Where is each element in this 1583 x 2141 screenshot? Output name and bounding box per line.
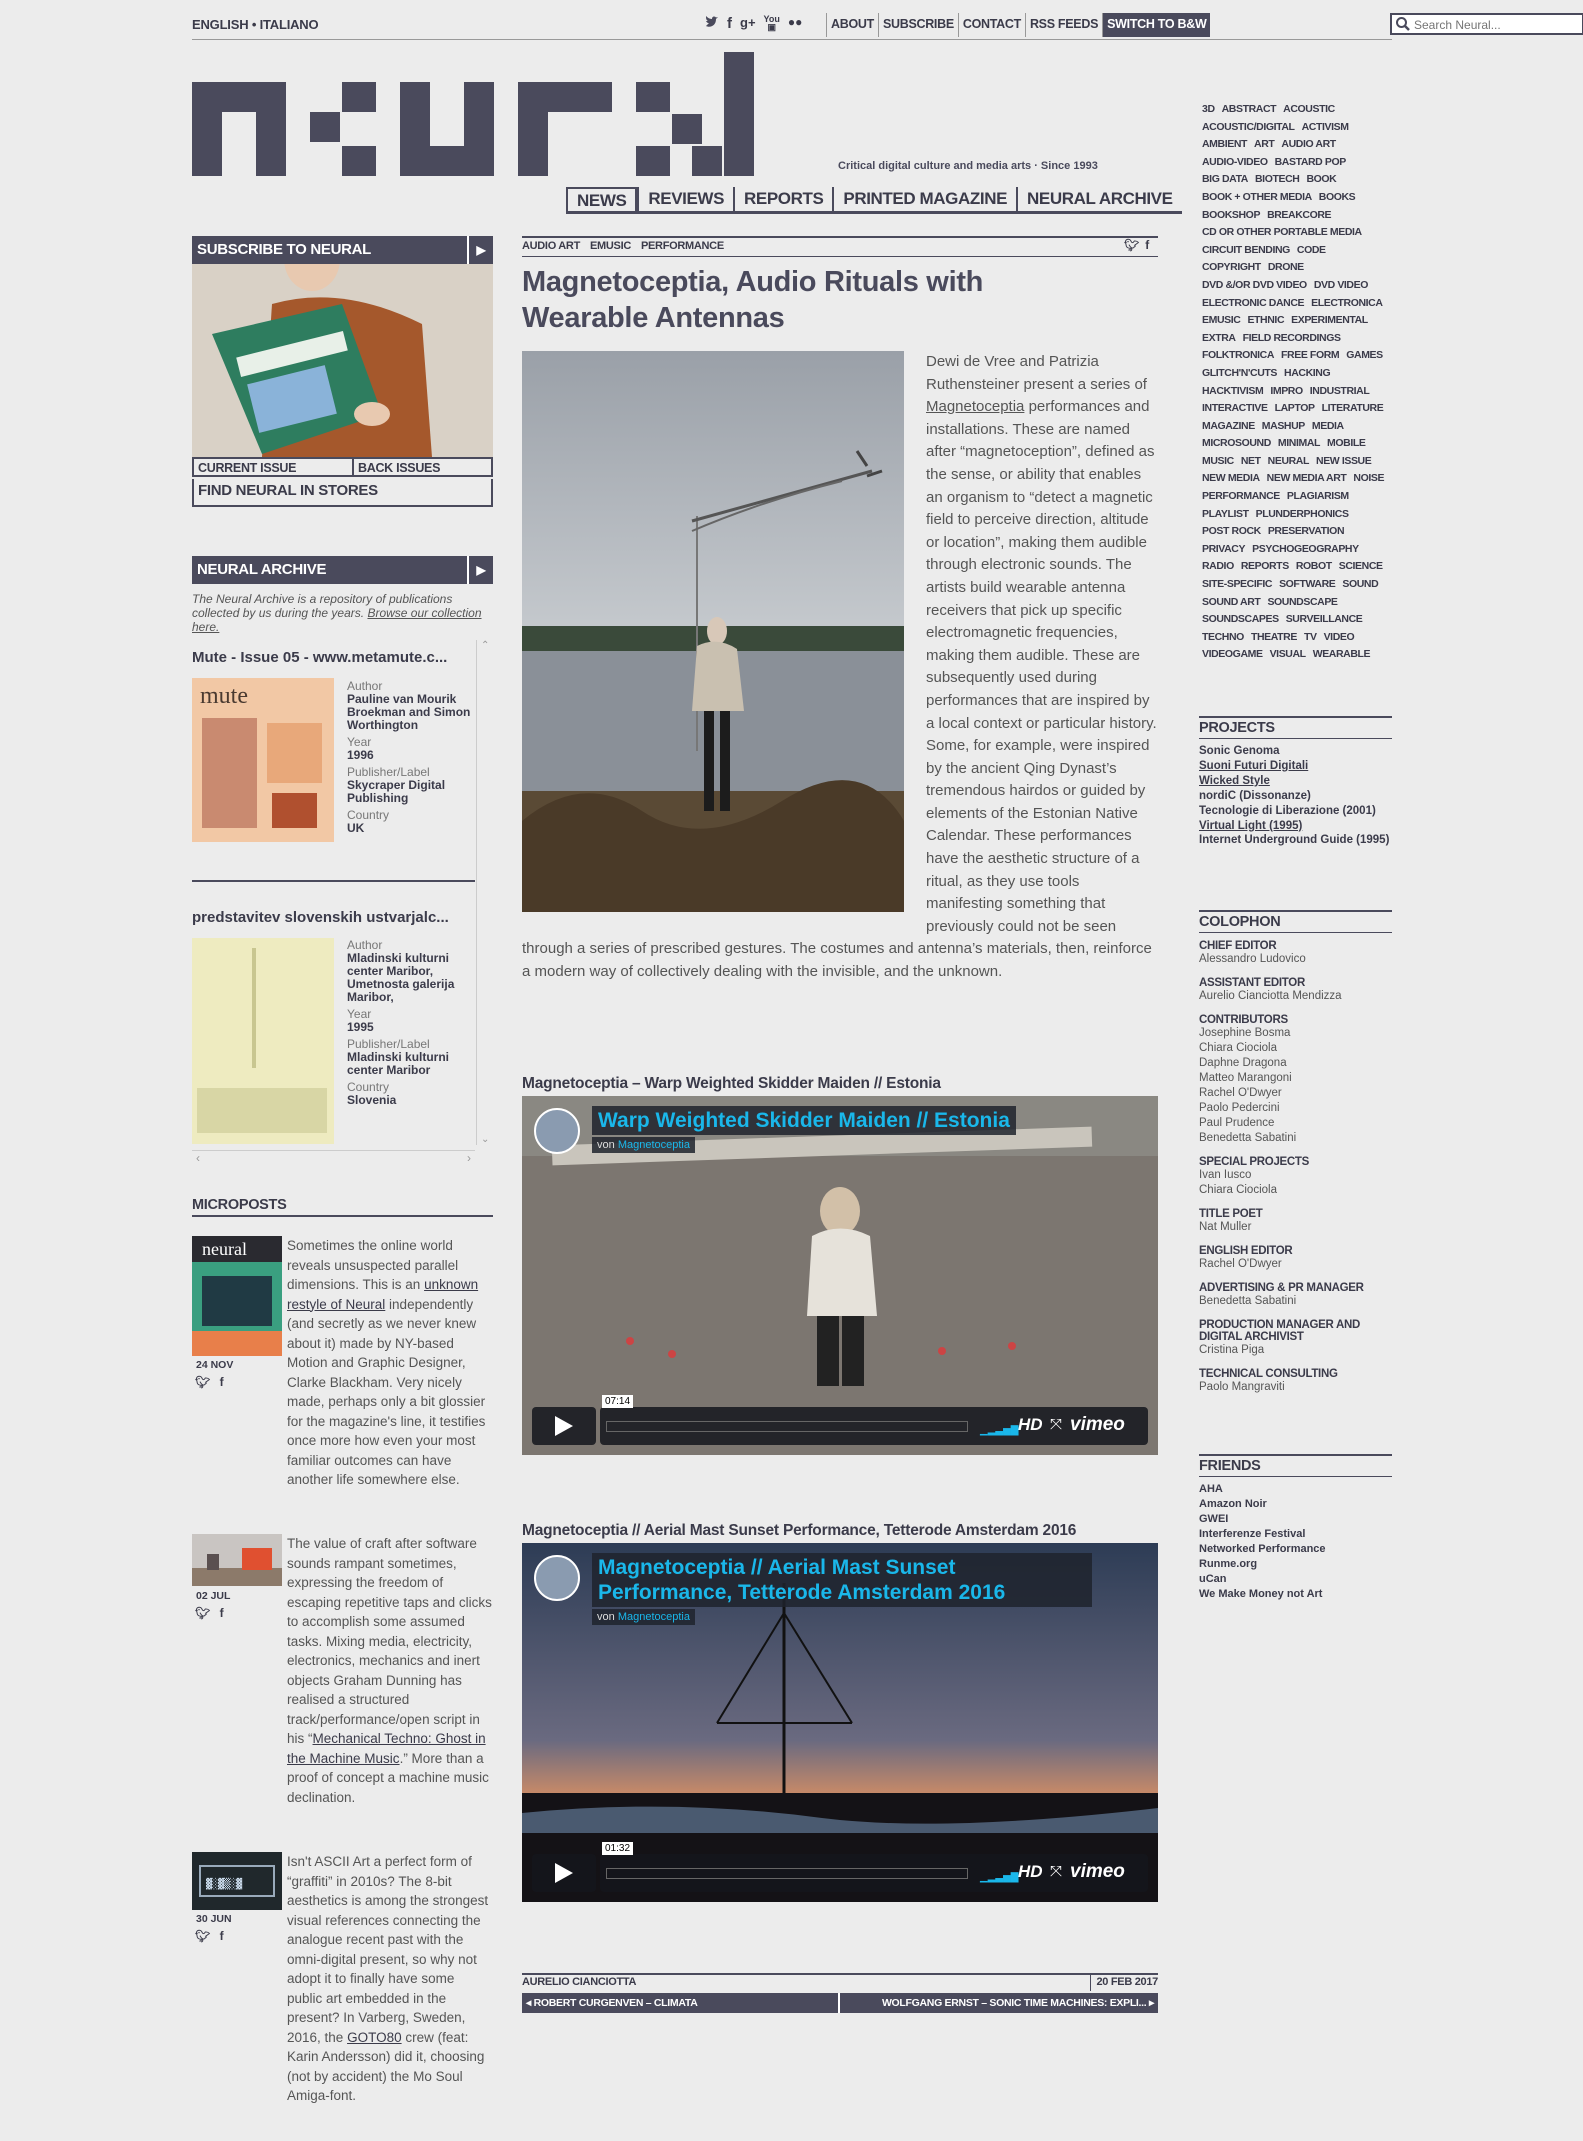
tag-link[interactable]: NEW MEDIA	[1202, 472, 1260, 485]
nav-neural-archive[interactable]: NEURAL ARCHIVE	[1016, 187, 1182, 211]
article-author[interactable]: AURELIO CIANCIOTTA	[522, 1976, 637, 1988]
menu-rss-feeds[interactable]: RSS FEEDS	[1025, 13, 1102, 37]
project-link[interactable]: Internet Underground Guide (1995)	[1199, 834, 1390, 846]
twitter-icon[interactable]	[705, 15, 719, 29]
archive-item-title[interactable]: Mute - Issue 05 - www.metamute.c...	[192, 649, 448, 666]
video-time: 07:14	[602, 1395, 633, 1408]
hd-toggle[interactable]: HD	[1018, 1415, 1043, 1434]
tag-link[interactable]: NOISE	[1353, 472, 1385, 485]
flickr-icon[interactable]: ●●	[787, 15, 803, 29]
micropost-share	[195, 1929, 224, 1943]
project-link[interactable]: Sonic Genoma	[1199, 745, 1280, 757]
tag-link[interactable]: LAPTOP	[1274, 402, 1315, 415]
vimeo-player-2[interactable]	[522, 1543, 1158, 1902]
play-button[interactable]	[532, 1407, 596, 1445]
tag-link[interactable]: ACOUSTIC	[1283, 103, 1335, 115]
tag-link[interactable]: ABSTRACT	[1221, 103, 1277, 115]
tag-link[interactable]: PLAGIARISM	[1286, 490, 1349, 503]
tag-link[interactable]: BIOTECH	[1255, 173, 1300, 186]
tag-link[interactable]: REPORTS	[1240, 560, 1289, 573]
lang-english[interactable]: ENGLISH	[192, 17, 249, 32]
nav-reviews[interactable]: REVIEWS	[637, 187, 733, 211]
micropost-share	[195, 1375, 224, 1389]
colophon-role: CONTRIBUTORS	[1199, 1014, 1288, 1026]
facebook-icon[interactable]: f	[1145, 238, 1150, 252]
channel-link[interactable]: Magnetoceptia	[617, 1611, 690, 1623]
colophon-role: TITLE POET	[1199, 1208, 1263, 1220]
twitter-icon[interactable]: 🐦︎	[195, 1606, 211, 1620]
video-time: 01:32	[602, 1842, 633, 1855]
play-icon	[555, 1416, 573, 1436]
post-navigation	[522, 1993, 1158, 2013]
tag-link[interactable]: ACOUSTIC/DIGITAL	[1202, 120, 1295, 133]
tag-link[interactable]: MUSIC	[1202, 454, 1234, 467]
facebook-icon[interactable]: f	[219, 1929, 224, 1943]
tag-link[interactable]: BOOK	[1306, 173, 1337, 186]
colophon-name: Matteo Marangoni	[1199, 1072, 1292, 1084]
neural-logo[interactable]	[192, 52, 824, 176]
svg-text:neural: neural	[202, 1239, 247, 1259]
play-icon	[555, 1863, 573, 1883]
video-controls	[532, 1843, 1148, 1892]
arrow-right-icon[interactable]: ▶	[467, 556, 493, 584]
tag-link[interactable]: NEURAL	[1267, 454, 1310, 467]
tag-link[interactable]: SURVEILLANCE	[1285, 613, 1363, 626]
archive-list[interactable]	[192, 640, 475, 1150]
vimeo-logo[interactable]: vimeo	[1070, 1861, 1125, 1882]
micropost-thumb-neural[interactable]	[192, 1236, 282, 1356]
progress-bar[interactable]	[606, 1868, 968, 1879]
friend-link[interactable]: uCan	[1199, 1573, 1227, 1585]
tag-link[interactable]: EMUSIC	[1202, 314, 1241, 327]
article-share	[1124, 238, 1149, 252]
microposts-title: MICROPOSTS	[192, 1197, 493, 1217]
search-box	[1390, 13, 1583, 35]
twitter-icon[interactable]: 🐦︎	[195, 1929, 211, 1943]
top-menu	[826, 13, 1210, 37]
vimeo-player-1[interactable]	[522, 1096, 1158, 1455]
tag-link[interactable]: BIG DATA	[1202, 173, 1248, 186]
project-link[interactable]: Virtual Light (1995)	[1199, 820, 1303, 832]
project-link[interactable]: Tecnologie di Liberazione (2001)	[1199, 805, 1376, 817]
facebook-icon[interactable]: f	[219, 1606, 224, 1620]
colophon-title: COLOPHON	[1199, 910, 1392, 933]
tag-link[interactable]: PSYCHOGEOGRAPHY	[1252, 542, 1359, 555]
tag-link[interactable]: INDUSTRIAL	[1309, 384, 1370, 397]
tag-link[interactable]: MOBILE	[1327, 437, 1366, 450]
progress-area[interactable]	[600, 1396, 1148, 1445]
article-top-rule	[522, 236, 1158, 238]
colophon-name: Alessandro Ludovico	[1199, 953, 1306, 965]
tag-link[interactable]: IMPRO	[1270, 384, 1303, 397]
tag-link[interactable]: BREAKCORE	[1267, 208, 1332, 221]
colophon-role: ASSISTANT EDITOR	[1199, 977, 1305, 989]
browse-collection-link[interactable]: Browse our collection here.	[192, 606, 482, 634]
category-link[interactable]: AUDIO ART	[522, 240, 580, 252]
projects-title: PROJECTS	[1199, 716, 1392, 739]
tag-link[interactable]: BOOKS	[1318, 190, 1356, 203]
colophon-name: Josephine Bosma	[1199, 1027, 1291, 1039]
tag-link[interactable]: EXTRA	[1202, 331, 1236, 344]
tag-link[interactable]: PLAYLIST	[1202, 507, 1249, 520]
tagline: Critical digital culture and media arts · Since 1993	[838, 160, 1098, 172]
tag-link[interactable]: CD OR OTHER PORTABLE MEDIA	[1202, 226, 1362, 239]
channel-avatar[interactable]	[534, 1555, 580, 1601]
colophon-role: PRODUCTION MANAGER AND DIGITAL ARCHIVIST	[1199, 1319, 1360, 1343]
vimeo-logo[interactable]: vimeo	[1070, 1414, 1125, 1435]
article-title: Magnetoceptia, Audio Rituals with Wearable Antennas	[522, 266, 984, 334]
subscribe-title: SUBSCRIBE TO NEURAL	[197, 241, 372, 258]
colophon-role: CHIEF EDITOR	[1199, 940, 1277, 952]
micropost-date: 30 JUN	[196, 1913, 232, 1925]
tag-link[interactable]: SITE-SPECIFIC	[1202, 578, 1273, 591]
tag-link[interactable]: HACKING	[1284, 366, 1331, 379]
tag-cloud	[1202, 101, 1394, 664]
social-icons	[705, 15, 802, 32]
micropost-text: Sometimes the online world reveals unsuspected parallel dimensions. This is an unknown restyle of Neural independently (and secretly as we never knew about it) made by NY-based Motion and Graphic Designer, Clarke Blackham. Very nicely made, perhaps only a bit glossier for the magazine's line, it testifies once more how even your most familiar outcomes can have another life somewhere else.	[287, 1238, 486, 1487]
micropost-text: Isn't ASCII Art a perfect form of “graffiti” in 2010s? The 8-bit aesthetics is among the strongest visual references connecting the analogue recent past with the omni-digital present, so why not adopt it to finally have some public art embedded in the present? In Varberg, Sweden, 2016, the GOTO80 crew (feat: Karin Andersson) did it, choosing (not by accident) the Mo Soul Amiga-font.	[287, 1854, 489, 2103]
colophon-name: Ivan Iusco	[1199, 1169, 1252, 1181]
lang-separator: •	[251, 17, 257, 32]
subscribe-image[interactable]	[192, 264, 493, 457]
category-link[interactable]: EMUSIC	[590, 240, 631, 252]
colophon-name: Paul Prudence	[1199, 1117, 1275, 1129]
lang-italiano[interactable]: ITALIANO	[259, 17, 319, 32]
colophon-role: SPECIAL PROJECTS	[1199, 1156, 1310, 1168]
google-plus-icon[interactable]: g+	[740, 15, 756, 30]
magnetoceptia-link[interactable]: Magnetoceptia	[926, 398, 1025, 416]
friend-link[interactable]: Amazon Noir	[1199, 1498, 1267, 1510]
colophon-name: Chiara Ciociola	[1199, 1184, 1277, 1196]
tag-link[interactable]: POST ROCK	[1202, 525, 1261, 538]
article-categories	[522, 240, 724, 252]
colophon-list	[1199, 930, 1392, 1395]
micropost-date: 24 NOV	[196, 1359, 234, 1371]
tag-link[interactable]: TECHNO	[1202, 630, 1244, 643]
tag-link[interactable]: PERFORMANCE	[1202, 490, 1280, 503]
tag-link[interactable]: DVD VIDEO	[1313, 278, 1368, 291]
tag-link[interactable]: NET	[1240, 454, 1261, 467]
video-heading: Magnetoceptia // Aerial Mast Sunset Performance, Tetterode Amsterdam 2016	[522, 1522, 1077, 1539]
micropost-link[interactable]: Mechanical Techno: Ghost in the Machine Music	[287, 1731, 486, 1766]
tag-link[interactable]: ACTIVISM	[1301, 120, 1349, 133]
project-link[interactable]: Wicked Style	[1199, 775, 1270, 787]
tag-link[interactable]: CIRCUIT BENDING	[1202, 243, 1290, 256]
tag-link[interactable]: AMBIENT	[1202, 138, 1248, 151]
top-bar	[192, 13, 1392, 40]
tag-link[interactable]: SOUND ART	[1202, 595, 1261, 608]
tag-link[interactable]: VIDEOGAME	[1202, 648, 1263, 661]
tag-link[interactable]: SOUNDSCAPES	[1202, 613, 1279, 626]
tag-link[interactable]: FOLKTRONICA	[1202, 349, 1275, 362]
video-heading: Magnetoceptia – Warp Weighted Skidder Maiden // Estonia	[522, 1075, 941, 1092]
friend-link[interactable]: Networked Performance	[1199, 1543, 1326, 1555]
tag-link[interactable]: PLUNDERPHONICS	[1255, 507, 1349, 520]
category-link[interactable]: PERFORMANCE	[640, 240, 724, 252]
colophon-name: Rachel O'Dwyer	[1199, 1258, 1282, 1270]
friend-link[interactable]: Runme.org	[1199, 1558, 1258, 1570]
colophon-name: Benedetta Sabatini	[1199, 1132, 1297, 1144]
article-body: Dewi de Vree and Patrizia Ruthensteiner present a series of Magnetoceptia performances and installations. These are named after “magnetoception”, defined as the sense, or ability that enables an organism to “detect a magnetic field to perceive direction, altitude or location”, making them audible through electronic sounds. The artists build wearable antenna receivers that pick up specific electromagnetic frequencies, making them audible. These are subsequently used during performances that are inspired by a local context or particular history. Some, for example, were inspired by the ancient Qing Dynast’s tremendous hairdos or guided by elements of the Estonian Native Calendar. These performances have the aesthetic structure of a ritual, as they use tools manifesting something that previously could not be seen through a series of prescribed gestures. The costumes and antenna’s materials, then, reinforce a modern way of collectively dealing with the invisible, and the unknown.	[522, 353, 1157, 981]
tag-link[interactable]: SCIENCE	[1338, 560, 1383, 573]
article-date: 20 FEB 2017	[1090, 1973, 1158, 1991]
micropost-link[interactable]: unknown restyle of Neural	[287, 1277, 479, 1312]
micropost-link[interactable]: GOTO80	[347, 2029, 402, 2045]
micropost-share	[195, 1606, 224, 1620]
tag-link[interactable]: DRONE	[1267, 261, 1304, 274]
video-title[interactable]: Magnetoceptia // Aerial Mast Sunset Performance, Tetterode Amsterdam 2016	[592, 1553, 1092, 1607]
tag-link[interactable]: LITERATURE	[1321, 402, 1384, 415]
friends-title: FRIENDS	[1199, 1454, 1392, 1477]
tag-link[interactable]: MASHUP	[1261, 419, 1305, 432]
nav-reports[interactable]: REPORTS	[733, 187, 832, 211]
prev-post-link[interactable]: ◂ ROBERT CURGENVEN – CLIMATA	[526, 1997, 698, 2009]
tag-link[interactable]: COPYRIGHT	[1202, 261, 1261, 274]
friend-link[interactable]: AHA	[1199, 1483, 1223, 1495]
tag-link[interactable]: MEDIA	[1311, 419, 1344, 432]
colophon-name: Cristina Piga	[1199, 1344, 1265, 1356]
tag-link[interactable]: DVD &/OR DVD VIDEO	[1202, 278, 1307, 291]
video-byline: von Magnetoceptia	[592, 1609, 695, 1625]
tag-link[interactable]: PRIVACY	[1202, 542, 1246, 555]
colophon-name: Paolo Pedercini	[1199, 1102, 1280, 1114]
video-controls	[532, 1396, 1148, 1445]
colophon-name: Benedetta Sabatini	[1199, 1295, 1297, 1307]
tag-link[interactable]: NEW ISSUE	[1316, 454, 1372, 467]
colophon-name: Rachel O'Dwyer	[1199, 1087, 1282, 1099]
main-nav	[566, 187, 1182, 214]
archive-scrollbar[interactable]: ⌃ ⌄	[476, 640, 493, 1145]
menu-contact[interactable]: CONTACT	[958, 13, 1025, 37]
friend-link[interactable]: We Make Money not Art	[1199, 1588, 1323, 1600]
search-input[interactable]	[1414, 15, 1583, 32]
tag-link[interactable]: ELECTRONIC DANCE	[1202, 296, 1305, 309]
archive-cover-slovenia[interactable]	[192, 938, 334, 1144]
twitter-icon[interactable]: 🐦︎	[195, 1375, 211, 1389]
language-switcher	[192, 17, 318, 32]
archive-description: The Neural Archive is a repository of publications collected by us during the years. Browse our collection here.	[192, 592, 482, 634]
micropost-text: The value of craft after software sounds rampant sometimes, expressing the freedom of escaping repetitive taps and clicks to accomplish some assumed tasks. Mixing media, electricity, electronics, mechanics and inert objects Graham Dunning has realised a structured track/performance/open script in his “Mechanical Techno: Ghost in the Machine Music.” More than a proof of concept a machine music declination.	[287, 1536, 492, 1805]
tag-link[interactable]: ROBOT	[1295, 560, 1332, 573]
tag-link[interactable]: PRESERVATION	[1267, 525, 1345, 538]
menu-about[interactable]: ABOUT	[826, 13, 878, 37]
colophon-name: Nat Muller	[1199, 1221, 1252, 1233]
find-in-stores-link[interactable]: FIND NEURAL IN STORES	[192, 479, 493, 507]
tag-link[interactable]: GAMES	[1346, 349, 1383, 362]
tag-link[interactable]: TV	[1303, 630, 1317, 643]
tag-link[interactable]: FIELD RECORDINGS	[1242, 331, 1341, 344]
tag-link[interactable]: 3D	[1202, 103, 1215, 115]
progress-bar[interactable]	[606, 1421, 968, 1432]
tag-link[interactable]: GLITCH'N'CUTS	[1202, 366, 1278, 379]
fullscreen-icon[interactable]: ⤧	[1050, 1416, 1063, 1433]
colophon-name: Aurelio Cianciotta Mendizza	[1199, 990, 1342, 1002]
tag-link[interactable]: ETHNIC	[1247, 314, 1285, 327]
fullscreen-icon[interactable]: ⤧	[1050, 1863, 1063, 1880]
back-issues-link[interactable]: BACK ISSUES	[358, 461, 441, 475]
tag-link[interactable]: VISUAL	[1269, 648, 1306, 661]
tag-link[interactable]: INTERACTIVE	[1202, 402, 1268, 415]
magazine-reader-illustration	[192, 264, 493, 457]
tag-link[interactable]: NEW MEDIA ART	[1266, 472, 1347, 485]
next-post-link[interactable]: WOLFGANG ERNST – SONIC TIME MACHINES: EXPLI... ▸	[881, 1997, 1154, 2009]
tag-link[interactable]: SOFTWARE	[1279, 578, 1336, 591]
article-footer-rule	[522, 1973, 1158, 1975]
twitter-icon[interactable]: 🐦︎	[1124, 238, 1140, 252]
subscribe-header[interactable]	[192, 236, 493, 264]
progress-area[interactable]	[600, 1843, 1148, 1892]
channel-avatar[interactable]	[534, 1108, 580, 1154]
archive-title: NEURAL ARCHIVE	[197, 561, 327, 578]
archive-meta-slovenia: Author Mladinski kulturni center Maribor, Umetnosta galerija Maribor, Year 1995 Publisher/Label Mladinski kulturni center Maribor Country Slovenia	[347, 938, 455, 1107]
tag-link[interactable]: WEARABLE	[1312, 648, 1371, 661]
archive-cover-mute[interactable]	[192, 678, 334, 842]
switch-bw-button[interactable]: SWITCH TO B&W	[1102, 13, 1210, 37]
menu-subscribe[interactable]: SUBSCRIBE	[878, 13, 958, 37]
colophon-name: Daphne Dragona	[1199, 1057, 1287, 1069]
volume-icon[interactable]: ▁▂▃▅▇	[980, 1872, 1019, 1883]
archive-header[interactable]	[192, 556, 493, 584]
svg-text:▓░▓▒░▓: ▓░▓▒░▓	[206, 1879, 243, 1890]
issue-links	[192, 457, 493, 477]
project-link[interactable]: Suoni Futuri Digitali	[1199, 760, 1309, 772]
colophon-role: ENGLISH EDITOR	[1199, 1245, 1293, 1257]
tag-link[interactable]: AUDIO ART	[1281, 138, 1336, 151]
video-byline: von Magnetoceptia	[592, 1137, 695, 1153]
colophon-name: Paolo Mangraviti	[1199, 1381, 1285, 1393]
tag-link[interactable]: MICROSOUND	[1202, 437, 1271, 450]
tag-link[interactable]: BOOK + OTHER MEDIA	[1202, 190, 1312, 203]
tag-link[interactable]: BASTARD POP	[1274, 155, 1346, 168]
facebook-icon[interactable]: f	[219, 1375, 224, 1389]
search-icon[interactable]	[1395, 16, 1411, 32]
tag-link[interactable]: FREE FORM	[1281, 349, 1340, 362]
projects-list	[1199, 744, 1392, 847]
friends-list	[1199, 1482, 1392, 1602]
current-issue-link[interactable]: CURRENT ISSUE	[194, 459, 354, 475]
play-button[interactable]	[532, 1854, 596, 1892]
facebook-icon[interactable]: f	[727, 15, 732, 32]
project-link[interactable]: nordiC (Dissonanze)	[1199, 790, 1311, 802]
tag-link[interactable]: ELECTRONICA	[1311, 296, 1383, 309]
tag-link[interactable]: THEATRE	[1250, 630, 1297, 643]
tag-link[interactable]: MAGAZINE	[1202, 419, 1255, 432]
hd-toggle[interactable]: HD	[1018, 1862, 1043, 1881]
tag-link[interactable]: HACKTIVISM	[1202, 384, 1264, 397]
svg-text:mute: mute	[200, 683, 248, 709]
video-title[interactable]: Warp Weighted Skidder Maiden // Estonia	[592, 1106, 1016, 1135]
nav-printed-magazine[interactable]: PRINTED MAGAZINE	[832, 187, 1016, 211]
tag-link[interactable]: AUDIO-VIDEO	[1202, 155, 1268, 168]
tag-link[interactable]: SOUNDSCAPE	[1267, 595, 1338, 608]
tag-link[interactable]: SOUND	[1342, 578, 1379, 591]
tag-link[interactable]: ART	[1254, 138, 1275, 151]
friend-link[interactable]: Interferenze Festival	[1199, 1528, 1306, 1540]
youtube-icon[interactable]: You ▣	[763, 14, 780, 32]
channel-link[interactable]: Magnetoceptia	[617, 1139, 690, 1151]
archive-item-title[interactable]: predstavitev slovenskih ustvarjalc...	[192, 909, 449, 926]
archive-meta-mute: Author Pauline van Mourik Broekman and Simon Worthington Year 1996 Publisher/Label Skycraper Digital Publishing Country UK	[347, 679, 471, 835]
tag-link[interactable]: RADIO	[1202, 560, 1234, 573]
tag-link[interactable]: CODE	[1296, 243, 1326, 256]
archive-hscrollbar[interactable]: ‹ ›	[192, 1150, 475, 1167]
micropost-thumb-ascii[interactable]	[192, 1852, 282, 1910]
nav-news[interactable]: NEWS	[566, 187, 637, 211]
tag-link[interactable]: MINIMAL	[1277, 437, 1321, 450]
arrow-right-icon[interactable]: ▶	[467, 236, 493, 264]
tag-link[interactable]: BOOKSHOP	[1202, 208, 1261, 221]
colophon-name: Chiara Ciociola	[1199, 1042, 1277, 1054]
friend-link[interactable]: GWEI	[1199, 1513, 1229, 1525]
volume-icon[interactable]: ▁▂▃▅▇	[980, 1425, 1019, 1436]
micropost-thumb-techno[interactable]	[192, 1534, 282, 1586]
tag-link[interactable]: VIDEO	[1323, 630, 1355, 643]
micropost-date: 02 JUL	[196, 1590, 231, 1602]
colophon-role: TECHNICAL CONSULTING	[1199, 1368, 1338, 1380]
colophon-role: ADVERTISING & PR MANAGER	[1199, 1282, 1364, 1294]
tag-link[interactable]: EXPERIMENTAL	[1291, 314, 1368, 327]
